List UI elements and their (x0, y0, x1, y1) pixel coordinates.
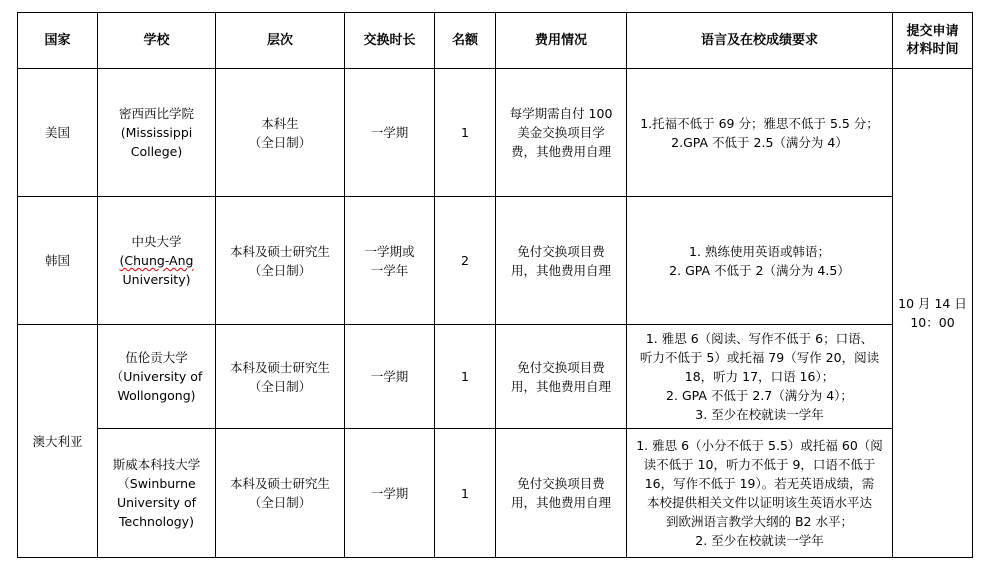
duration-text: 一学期或 (364, 243, 415, 259)
country-cell: 美国 (18, 69, 98, 197)
school-name-en: College) (130, 144, 183, 159)
requirement-line: 听力不低于 5）或托福 79（写作 20，阅读 (639, 350, 880, 365)
header-requirements: 语言及在校成绩要求 (627, 13, 893, 69)
school-name-en (102, 251, 211, 270)
table-row (18, 325, 973, 429)
requirements-cell (627, 325, 893, 429)
country-cell: 韩国 (18, 197, 98, 325)
requirement-line: 16，写作不低于 19）。若无英语成绩，需 (644, 476, 875, 491)
level-text: 本科及硕士研究生 (229, 476, 330, 491)
school-cell (98, 69, 216, 197)
fees-cell (496, 429, 627, 558)
school-name-cn: 中央大学 (131, 234, 182, 249)
header-country: 国家 (18, 13, 98, 69)
header-deadline-line2: 材料时间 (906, 41, 959, 57)
deadline-date: 10 月 14 日 (898, 296, 967, 311)
level-cell (216, 69, 345, 197)
duration-text: 一学期 (370, 485, 409, 501)
requirement-line: 2.GPA 不低于 2.5（满分为 4） (671, 134, 848, 150)
requirement-line: 读不低于 10，听力不低于 9，口语不低于 (643, 457, 876, 472)
fees-text: 费，其他费用自理 (510, 144, 611, 159)
header-fees: 费用情况 (496, 13, 627, 69)
school-name-en: University) (122, 272, 191, 287)
requirements-cell (627, 197, 893, 325)
requirement-line: 2. GPA 不低于 2（满分为 4.5） (669, 262, 850, 278)
header-deadline-line1: 提交申请 (906, 23, 959, 39)
deadline-time: 10：00 (910, 315, 955, 330)
level-note: （全日制） (248, 134, 312, 150)
quota-cell: 1 (435, 69, 496, 197)
requirements-cell (627, 69, 893, 197)
header-quota: 名额 (435, 13, 496, 69)
requirement-line: 1.托福不低于 69 分；雅思不低于 5.5 分； (640, 115, 879, 131)
fees-text: 用，其他费用自理 (510, 262, 611, 278)
level-text: 本科及硕士研究生 (229, 243, 330, 259)
school-name-en: （Swinburne (117, 476, 196, 491)
requirement-line: 1. 雅思 6（阅读、写作不低于 6；口语、 (645, 331, 874, 346)
header-level: 层次 (216, 13, 345, 69)
header-deadline (893, 13, 973, 69)
school-name-en: University of (116, 495, 197, 510)
fees-text: 用，其他费用自理 (510, 378, 611, 394)
school-name-en: Wollongong) (117, 388, 196, 403)
level-cell (216, 197, 345, 325)
level-note: （全日制） (248, 378, 312, 394)
level-text: 本科生 (261, 115, 299, 131)
school-name-en-part: (Chung-Ang (119, 253, 194, 268)
duration-text: 一学期 (370, 369, 409, 384)
duration-text: 一学期 (370, 125, 409, 140)
fees-cell (496, 69, 627, 197)
level-note: （全日制） (248, 262, 312, 278)
fees-cell (496, 197, 627, 325)
requirement-line: 2. GPA 不低于 2.7（满分为 4）； (666, 388, 853, 403)
school-name-en: Technology) (119, 514, 194, 529)
quota-cell: 2 (435, 197, 496, 325)
requirement-line: 1. 雅思 6（小分不低于 5.5）或托福 60（阅 (636, 438, 883, 453)
fees-text: 美金交换项目学 (517, 125, 605, 140)
duration-cell (345, 69, 435, 197)
duration-cell (345, 197, 435, 325)
requirement-line: 2. 至少在校就读一学年 (695, 533, 824, 548)
level-text: 本科及硕士研究生 (229, 359, 330, 375)
school-name-en: (Mississippi (120, 125, 193, 140)
fees-text: 用，其他费用自理 (510, 495, 611, 510)
level-note: （全日制） (248, 495, 312, 510)
school-name-cn: 斯威本科技大学 (112, 457, 201, 472)
fees-text: 免付交换项目费 (517, 243, 605, 259)
requirement-line: 到欧洲语言教学大纲的 B2 水平； (666, 514, 853, 529)
fees-text: 免付交换项目费 (517, 359, 605, 375)
fees-text: 每学期需自付 100 (509, 106, 613, 121)
duration-cell (345, 325, 435, 429)
school-cell (98, 429, 216, 558)
duration-text: 一学年 (370, 262, 409, 278)
country-cell: 澳大利亚 (18, 325, 98, 558)
table-row (18, 197, 973, 325)
header-duration: 交换时长 (345, 13, 435, 69)
school-name-cn: 密西西比学院 (118, 106, 194, 121)
header-row (18, 13, 973, 69)
table-row (18, 429, 973, 558)
quota-cell: 1 (435, 429, 496, 558)
header-school: 学校 (98, 13, 216, 69)
fees-cell (496, 325, 627, 429)
school-cell (98, 197, 216, 325)
school-name-en: （University of (110, 369, 203, 384)
requirements-cell (627, 429, 893, 558)
duration-cell (345, 429, 435, 558)
level-cell (216, 429, 345, 558)
deadline-cell (893, 69, 973, 558)
requirement-line: 本校提供相关文件以证明该生英语水平达 (646, 495, 872, 510)
school-name-cn: 伍伦贡大学 (125, 350, 188, 365)
fees-text: 免付交换项目费 (517, 476, 605, 491)
requirement-line: 3. 至少在校就读一学年 (695, 407, 824, 422)
exchange-programs-table (17, 12, 973, 558)
quota-cell: 1 (435, 325, 496, 429)
level-cell (216, 325, 345, 429)
table-row (18, 69, 973, 197)
school-cell (98, 325, 216, 429)
requirement-line: 18，听力 17，口语 16）； (684, 369, 835, 384)
requirement-line: 1. 熟练使用英语或韩语； (689, 243, 830, 259)
